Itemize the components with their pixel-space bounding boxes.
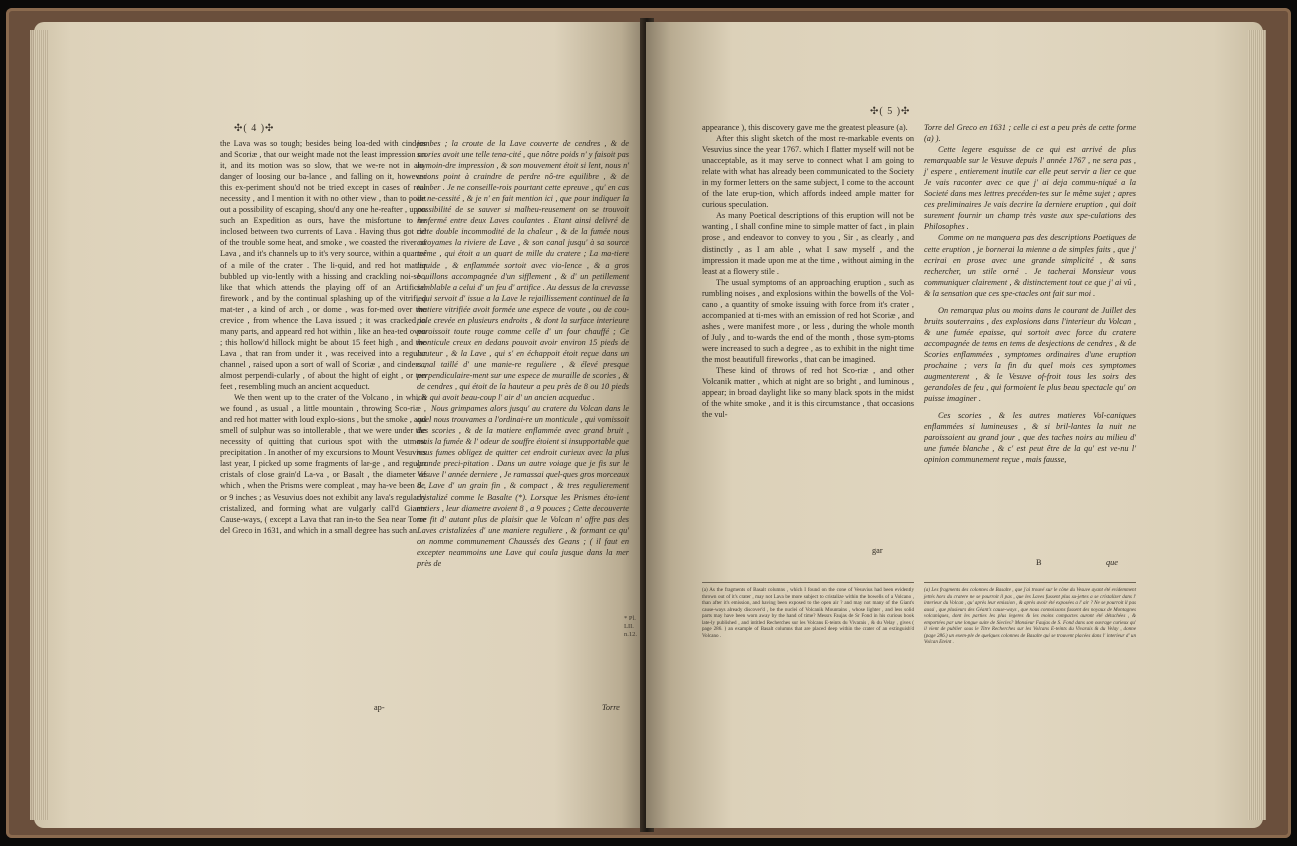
left-page-header: ✣( 4 )✣ xyxy=(234,123,275,134)
right-fr-catchword: que xyxy=(1106,558,1118,567)
right-fr-paragraph-5: Ces scories , & les autres matieres Vol-caniques enflammées si lumineuses , & si bril-lantes la nuit ne paroissoient au grand jour , que des taches noirs au milieu d' une fumée blanche , & c' est peut être de la qu' est ve-nu l' opinion communement reçue , mais fausse, xyxy=(924,411,1136,465)
right-en-paragraph-1: appearance ), this discovery gave me the greatest pleasure (a). xyxy=(702,123,908,132)
left-en-paragraph-1: the Lava was so tough; besides being loa-ded with cinders and Scoriæ , that our weight made not the least impression on it, and its motion was so slow, that we we-re not in any danger of loosing our ba-lance , and falling on it, however this ex-periment shou'd not be tried except in cases of real necessity , and I mention it with no other view , than to point out a possibility of escaping, shou'd any one he-reafter , upon such an Expedition as ours, have the misfortune to be inclosed between two currents of Lava . Having thus got rid of the trouble some heat, and smoke , we coasted the river of Lava , and it's channels up to it's very source, within a quarter of a mile of the crater . The li-quid, and red hot matter bubbled up vio-lently with a hissing and crackling noi-se , like that which attends the playing off of an Artificial firework , and by the continual splashing up of the vitrified mat-ter , a kind of arch , or dome , was for-med over the crevice , from whence the Lava issued ; it was cracked in many parts, and appeard red hot within , like an hea-ted oven ; this hollow'd hillock might be about 15 feet high , and the Lava , that ran from under it , was received into a regular channel , raised upon a sort of wall of Scoriæ , and cinders , almost perpendi-cularly , of about the hight of eight , or ten feet , resembling much an ancient acqueduct. xyxy=(220,139,426,392)
left-fr-paragraph-1: jambes ; la croute de la Lave couverte de cendres , & de scories avoit une telle tena-cité , que nôtre poids n' y faisoit pas la moin-dre impression , & son mouvement étoit si lent, nous n' avions point à craindre de perdre nô-tre equilibre , & de tomber . Je ne conseille-rois pourtant cette epreuve , qu' en cas de ne-cessité , & je n' en fait mention ici , que pour indiquer la possibilité de se sauver si malheu-reusement on se trouvoit renfermé entre deux Laves coulantes . Etant ainsi delivré de cette double incommodité de la chaleur , & de la fumée nous cotoyames la riviere de Lave , & son canal jusqu' à sa source même , qui étoit a un quart de mille du cratere ; La ma-tiere liquide , & enflammée sortoit avec vio-lence , & a gros bouillons accompagnée d'un sifflement , & d' un petillement semblable a celui d' un feu d' artifice . Au dessus de la crevasse , qui servoit d' issue a la Lave le rejaillissement continuel de la matiere vitrifiée avoit formée une espece de voute , ou de cou-pole crevée en plusieurs endroits , & dont la surface interieure paroissoit toute rouge comme celle d' un four chauffé ; Ce monticule creux en dedans pouvoit avoir environ 15 pieds de hauteur , & la Lave , qui s' en échappoit étoit reçue dans un canal taillé d' une manie-re reguliere , & élevé presque perpendiculaire-ment sur une espece de muraille de scories , & de cendres , qui étoit de la hauteur a peu près de 8 ou 10 pieds , & qui avoit beau-coup l' air d' un ancien acqueduc . xyxy=(417,139,629,403)
right-fr-paragraph-4: On remarqua plus ou moins dans le courant de Juillet des bruits souterrains , des explosions dans l'interieur du Volcan , & une fumée epaisse, qui sortoit avec force du cratere accompagnée de tems en tems de desjections de cendres , & de Scories enflammées , symptomes ordinaires d'une eruption prochaine ; vers la fin du quel mois ces symptomes augmenterent , & le Vesuve of-froit tous les soirs des gerandoles de feu , qui formoient le plus beau spectacle qu' on puisse imaginer . xyxy=(924,305,1136,404)
footnote-rule-en xyxy=(702,582,914,583)
footnote-rule-fr xyxy=(924,582,1136,583)
signature-mark: B xyxy=(1036,558,1042,567)
right-en-catchword: gar xyxy=(872,546,883,555)
right-en-paragraph-4: The usual symptoms of an approaching eruption , such as rumbling noises , and explosions within the bowells of the Vol-cano , a quantity of smoke issuing with force from it's crater , accompanied at ti-mes with an emission of red hot Scoriæ , and ashes , were manifest more , or less , during the whole month of July , and to-wards the end of the month , those sym-ptoms were increased to such a degree , as to exhibit in the night time the most beautifull fireworks , that can be imagined. xyxy=(702,277,914,364)
right-fr-paragraph-1: Torre del Greco en 1631 ; celle ci est a peu près de cette forme (a) ). xyxy=(924,123,1136,144)
right-fr-paragraph-2: Cette legere esquisse de ce qui est arrivé de plus remarquable sur le Vesuve depuis l' année 1767 , ne sera pas , j' espere , entierement inutile car elle peut servir a lier ce que Je vais raconter avec ce que j' ai deja commu-niqué a la Societé dans mes lettres precéden-tes sur le même sujet ; apres ces preliminaires Je vais decrire la derniere eruption , qui doit surement fournir un champ très vaste aux spe-culations des Philosophes . xyxy=(924,145,1136,232)
right-page-header: ✣( 5 )✣ xyxy=(870,106,911,117)
left-fr-paragraph-2: Nous grimpames alors jusqu' au cratere du Volcan dans le quel nous trouvames a l'ordinai-re un monticule , qui vomissoit des scories , & de la matiere enflammée avec grand bruit , mais la fumée & l' odeur de souffre étoient si insupportable que nous fumes obligez de quitter cet endroit curieux avec la plus grande preci-pitation . Dans un autre voiage que je fis sur le Vesuve l' année derniere , Je ramassai quel-ques gros morceaux de Lave d' un grain fin , & compact , & tres regulierement cristalizé comme le Basalte (*). Lorsque les Prismes éto-ient entiers , leur diametre avoient 8 , a 9 pouces ; Cette decouverte me fit d' autant plus de plaisir que le Volcan n' offre pas des Laves cristalizées d' une maniere reguliere , & formant ce qu' on nomme communement Chaussés des Geans ; ( il faut en excepter neammoins une Lave qui coula jusque dans la mer près de xyxy=(417,404,629,568)
right-english-column xyxy=(702,122,914,420)
right-page xyxy=(646,22,1263,828)
left-page-edges xyxy=(30,30,48,820)
left-fr-catchword: Torre xyxy=(602,703,620,712)
left-french-column xyxy=(417,138,629,569)
right-en-paragraph-2: After this slight sketch of the most re-markable events on Vesuvius since the year 1767. which I flatter myself will not be unacceptable, as it may serve to connect what I am going to relate with what has already been communicated to the Society in my former letters on the same subject, I come to the account of the late erup-tion, which affords indeed ample matter for curious speculation. xyxy=(702,134,914,210)
right-english-footnote: (a) As the fragments of Basalt columns , which I found on the cone of Vesuvius had been evidently thrown out of it's crater , may not Lava be more subject to cristalize within the bowells of a Volcano , than after it's emission, and having been exposed to the open air ? and may not many of the Giant's cause-ways already discover'd , be the nuclei of Volcanik Mountains , whose lighter , and less solid parts may have been worn away by the hand of time? Messrs Faujas de Sr Fond in his curious book late-ly published , and intitled Recherches sur les Volcans E-teints du Vivarais , & du Velay , gives ( page 286. ) an example of Basalt columns that are placed deep within the crater of an extinguish'd Volcano . xyxy=(702,587,914,639)
left-margin-note: * Pl. LII. n.12. xyxy=(624,615,637,638)
right-french-footnote: (a) Les fragments des colonnes de Basalte , que j'ai trouvé sur le cône du Vesuve ayant été evidemment jettés hors du cratere ne se pourroit il pas , que les Laves fussent plus su-jettes a se cristalizer dans l' interieur du Volcan , qu' après leur emission , & après avoir été exposées a l' air ? Ne se pourroit il pas aussi , que plusieurs des Géant's cause-ways , que nous connoissons fussent des noyaux de Montagnes volcaniques, dont les parties les plus legeres & les moins compactes auront été détachées , & emportées par une longue suite de Siecles? Monsieur Faujas de S. Fond dans son ouvrage curieux qu' il vient de publier sous le Titre Recherches sur les Volcans E-teints du Vivarais & du Velay , donne (page 286.) un exem-ple de quelques colonnes de Basalte qui se trouvent placées dans l' interieur d' un Volcan Eteint . xyxy=(924,587,1136,645)
left-en-catchword: ap- xyxy=(374,703,385,712)
right-en-paragraph-5: These kind of throws of red hot Sco-riæ , and other Volcanik matter , which at night are so bright , and luminous , appear; in broad daylight like so many black spots in the midst of the white smoke , and it is this circumstance , that occasions the vul- xyxy=(702,366,914,420)
right-fr-paragraph-3: Comme on ne manquera pas des descriptions Poetiques de cette eruption , je bornerai la mienne a de simples faits , que j' ecrirai en prose avec une grande simplicité , & sans rechercher, un stile orné . Je tacherai Monsieur vous communiquer clairement , & distinctement tout ce que j' ai vû , & la sensation que ces spe-ctacles ont fait sur moi . xyxy=(924,233,1136,298)
left-english-column xyxy=(220,138,426,536)
left-page xyxy=(34,22,646,828)
left-en-paragraph-2: We then went up to the crater of the Volcano , in which we found , as usual , a little mountain , throwing Sco-riæ , and red hot matter with loud explo-sions , but the smoke , and smell of sulphur was so intollerable , that we were under the necessity of quitting that curious spot with the utmost precipitation . In another of my excursions to Mount Vesuvius last year, I picked up some fragments of lar-ge , and regular cristals of close grain'd La-va , or Basalt , the diameter of which , when the Prisms were compleat , may ha-ve been 8 , or 9 inches ; as Vesuvius does not exhibit any lava's regularly cristalized, and forming what are vulgarly call'd Giants Cause-ways, ( except a Lava that ran in-to the Sea near Torre del Greco in 1631, and which in a small degree has such an xyxy=(220,393,426,535)
right-page-edges xyxy=(1248,30,1266,820)
right-en-paragraph-3: As many Poetical descriptions of this eruption will not be wanting , I shall confine mine to simple matter of fact , in plain prose , and endeavor to convey to you , Sir , as clearly , and distinctly , as I am able , what I saw myself , and the impression it made upon me at the time , without aiming in the least at a flowery stile . xyxy=(702,211,914,276)
right-french-column xyxy=(924,122,1136,465)
